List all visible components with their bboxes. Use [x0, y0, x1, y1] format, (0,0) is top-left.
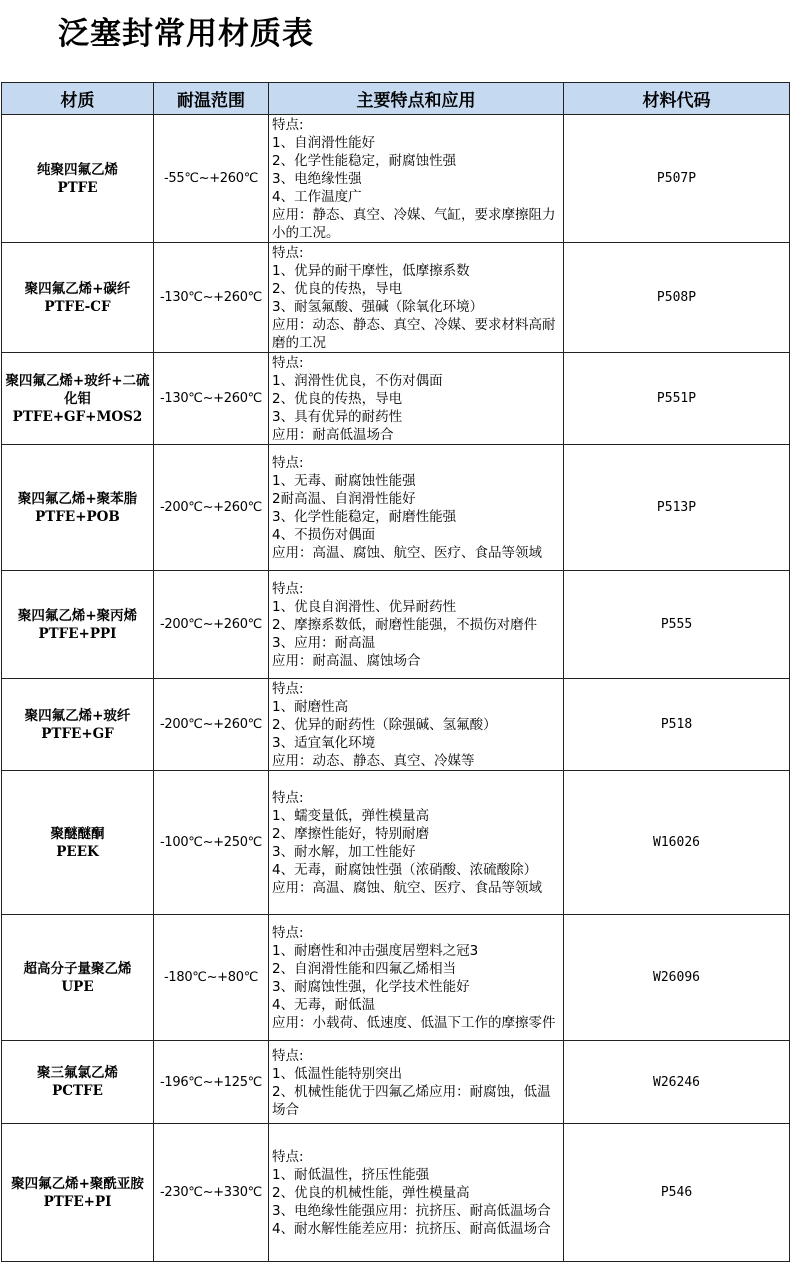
feature-line: 1、优异的耐干摩性，低摩擦系数: [272, 263, 470, 279]
table-row: [2, 679, 790, 771]
material-abbr: PTFE+PPI: [38, 625, 117, 642]
feature-line: 特点:: [272, 455, 304, 471]
material-name: 聚四氟乙烯+玻纤: [24, 707, 131, 724]
features-cell: [269, 679, 564, 771]
feature-line: 4、工作温度广: [272, 189, 362, 205]
features-cell: [269, 243, 564, 353]
feature-line: 3、电绝缘性强: [272, 171, 362, 187]
features-cell: [269, 115, 564, 243]
material-name-cell: [2, 353, 154, 445]
features-cell: [269, 915, 564, 1041]
features-cell: [269, 445, 564, 571]
material-table: [1, 82, 790, 1262]
feature-line: 3、电绝缘性能强应用：抗挤压、耐高低温场合: [272, 1203, 551, 1219]
feature-line: 4、耐水解性能差应用：抗挤压、耐高低温场合: [272, 1221, 551, 1237]
material-code: P518: [564, 679, 790, 771]
feature-line: 2、机械性能优于四氟乙烯应用：耐腐蚀，低温场合: [272, 1083, 551, 1118]
feature-line: 3、化学性能稳定，耐磨性能强: [272, 509, 457, 525]
header-temperature: 耐温范围: [154, 83, 269, 115]
feature-line: 3、应用：耐高温: [272, 635, 376, 651]
table-row: [2, 115, 790, 243]
feature-line: 4、无毒，耐低温: [272, 997, 376, 1013]
feature-line: 2、化学性能稳定，耐腐蚀性强: [272, 153, 457, 169]
feature-line: 1、耐低温性，挤压性能强: [272, 1167, 430, 1183]
material-abbr: PTFE+PI: [43, 1193, 112, 1210]
table-row: [2, 771, 790, 915]
feature-line: 2、摩擦系数低，耐磨性能强，不损伤对磨件: [272, 617, 538, 633]
feature-line: 特点:: [272, 581, 304, 597]
features-cell: [269, 771, 564, 915]
material-name-cell: [2, 915, 154, 1041]
table-row: [2, 353, 790, 445]
material-abbr: PCTFE: [52, 1083, 103, 1099]
temperature-range: -230℃~+330℃: [154, 1124, 269, 1262]
material-name-cell: [2, 1124, 154, 1262]
material-name-cell: [2, 679, 154, 771]
feature-line: 特点:: [272, 1149, 304, 1165]
feature-line: 特点:: [272, 925, 304, 941]
temperature-range: -200℃~+260℃: [154, 571, 269, 679]
table-row: [2, 915, 790, 1041]
material-name: 聚四氟乙烯+碳纤: [24, 280, 131, 297]
header-features: 主要特点和应用: [269, 83, 564, 115]
header-material: 材质: [2, 83, 154, 115]
temperature-range: -200℃~+260℃: [154, 679, 269, 771]
feature-line: 1、润滑性优良，不伤对偶面: [272, 373, 443, 389]
temperature-range: -55℃~+260℃: [154, 115, 269, 243]
temperature-range: -130℃~+260℃: [154, 243, 269, 353]
material-abbr: UPE: [61, 978, 94, 995]
material-abbr: PTFE+GF: [41, 725, 114, 742]
material-code: P508P: [564, 243, 790, 353]
feature-line: 3、耐水解，加工性能好: [272, 844, 416, 860]
material-name-cell: [2, 445, 154, 571]
material-name: 纯聚四氟乙烯: [37, 161, 118, 178]
feature-line: 2、优良的传热，导电: [272, 281, 403, 297]
features-cell: [269, 571, 564, 679]
feature-line: 应用：高温、腐蚀、航空、医疗、食品等领域: [272, 880, 542, 896]
feature-line: 3、耐氢氟酸、强碱（除氧化环境）: [272, 299, 484, 315]
table-row: [2, 243, 790, 353]
material-name: 聚四氟乙烯+聚酰亚胺: [11, 1175, 144, 1192]
feature-line: 1、蠕变量低，弹性模量高: [272, 808, 430, 824]
table-row: [2, 1124, 790, 1262]
feature-line: 1、耐磨性和冲击强度居塑料之冠3: [272, 943, 479, 959]
feature-line: 4、无毒，耐腐蚀性强（浓硝酸、浓硫酸除）: [272, 862, 538, 878]
material-name-cell: [2, 1041, 154, 1124]
feature-line: 特点:: [272, 1047, 304, 1064]
material-code: P551P: [564, 353, 790, 445]
feature-line: 3、具有优异的耐药性: [272, 409, 403, 425]
feature-line: 1、无毒、耐腐蚀性能强: [272, 473, 416, 489]
material-abbr: PTFE+POB: [35, 508, 120, 525]
temperature-range: -130℃~+260℃: [154, 353, 269, 445]
feature-line: 特点:: [272, 117, 304, 133]
feature-line: 3、适宜氧化环境: [272, 735, 376, 751]
material-name-cell: [2, 115, 154, 243]
feature-line: 2、自润滑性能和四氟乙烯相当: [272, 961, 457, 977]
temperature-range: -196℃~+125℃: [154, 1041, 269, 1124]
feature-line: 应用：静态、真空、冷媒、气缸，要求摩擦阻力小的工况。: [272, 207, 556, 241]
material-abbr: PTFE-CF: [44, 298, 111, 315]
material-code: W16026: [564, 771, 790, 915]
features-cell: [269, 1124, 564, 1262]
feature-line: 3、耐腐蚀性强，化学技术性能好: [272, 979, 470, 995]
table-row: [2, 571, 790, 679]
feature-line: 应用：高温、腐蚀、航空、医疗、食品等领域: [272, 545, 542, 561]
table-header-row: [2, 83, 790, 115]
feature-line: 应用：小载荷、低速度、低温下工作的摩擦零件: [272, 1015, 556, 1031]
material-name-cell: [2, 571, 154, 679]
material-name: 聚醚醚酮: [50, 825, 105, 842]
feature-line: 特点:: [272, 681, 304, 697]
page-title: 泛塞封常用材质表: [58, 16, 314, 52]
feature-line: 2、摩擦性能好，特别耐磨: [272, 826, 430, 842]
feature-line: 应用：动态、静态、真空、冷媒、要求材料高耐磨的工况: [272, 317, 556, 351]
material-name-cell: [2, 243, 154, 353]
feature-line: 特点:: [272, 245, 304, 261]
material-code: P546: [564, 1124, 790, 1262]
material-name: 聚四氟乙烯+聚丙烯: [17, 607, 138, 624]
material-name: 聚三氟氯乙烯: [37, 1065, 118, 1081]
material-abbr: PEEK: [56, 843, 99, 860]
material-name: 聚四氟乙烯+聚苯脂: [17, 490, 138, 507]
features-cell: [269, 1041, 564, 1124]
material-name: 超高分子量聚乙烯: [23, 960, 132, 977]
temperature-range: -100℃~+250℃: [154, 771, 269, 915]
feature-line: 1、低温性能特别突出: [272, 1065, 403, 1082]
feature-line: 1、耐磨性高: [272, 699, 349, 715]
feature-line: 2、优良的传热，导电: [272, 391, 403, 407]
table-row: [2, 445, 790, 571]
feature-line: 应用：耐高低温场合: [272, 427, 394, 443]
material-code: W26246: [564, 1041, 790, 1124]
feature-line: 1、自润滑性能好: [272, 135, 376, 151]
feature-line: 特点:: [272, 355, 304, 371]
temperature-range: -200℃~+260℃: [154, 445, 269, 571]
material-code: W26096: [564, 915, 790, 1041]
feature-line: 2、优异的耐药性（除强碱、氢氟酸）: [272, 717, 497, 733]
material-name: 聚四氟乙烯+玻纤+二硫化钼: [5, 372, 150, 407]
material-name-cell: [2, 771, 154, 915]
feature-line: 特点:: [272, 790, 304, 806]
temperature-range: -180℃~+80℃: [154, 915, 269, 1041]
material-code: P513P: [564, 445, 790, 571]
feature-line: 1、优良自润滑性、优异耐药性: [272, 599, 457, 615]
feature-line: 2耐高温、自润滑性能好: [272, 491, 416, 507]
features-cell: [269, 353, 564, 445]
feature-line: 应用：动态、静态、真空、冷媒等: [272, 753, 475, 769]
feature-line: 应用：耐高温、腐蚀场合: [272, 653, 421, 669]
feature-line: 4、不损伤对偶面: [272, 527, 376, 543]
material-code: P507P: [564, 115, 790, 243]
table-row: [2, 1041, 790, 1124]
material-abbr: PTFE+GF+MOS2: [12, 408, 143, 425]
feature-line: 2、优良的机械性能，弹性模量高: [272, 1185, 470, 1201]
header-code: 材料代码: [564, 83, 790, 115]
material-code: P555: [564, 571, 790, 679]
material-abbr: PTFE: [57, 179, 98, 196]
